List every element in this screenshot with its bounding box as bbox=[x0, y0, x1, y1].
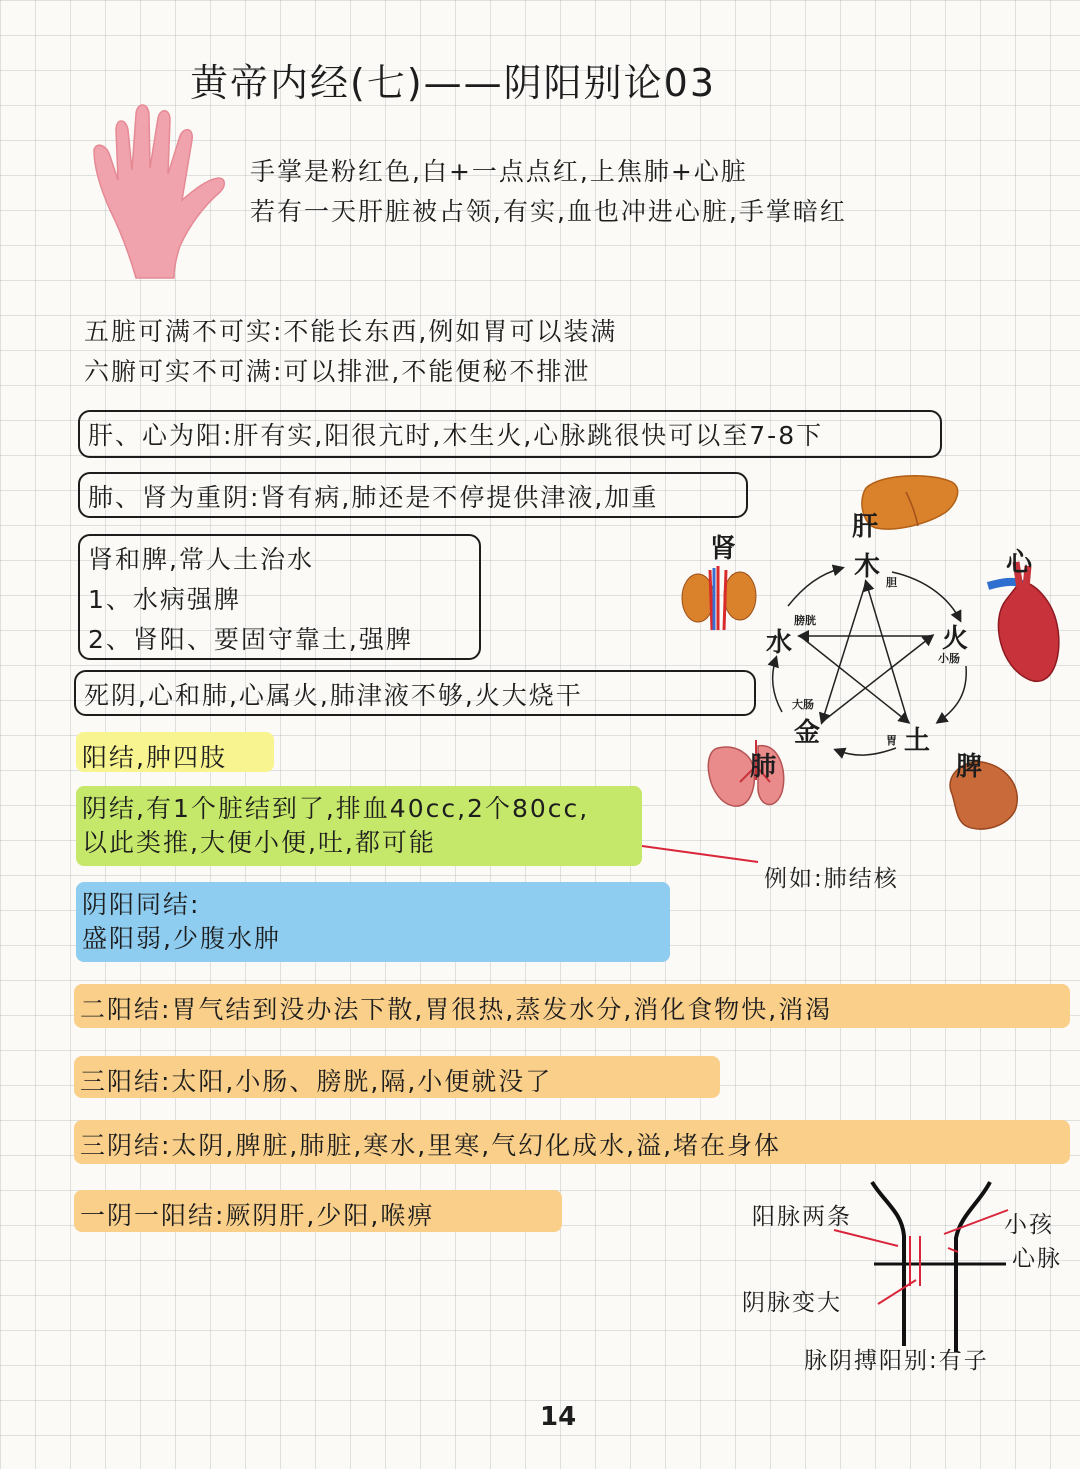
yang-pulse-two-label: 阳脉两条 bbox=[752, 1204, 852, 1230]
yin-jie-line-1: 阴结,有1个脏结到了,排血40cc,2个80cc, bbox=[82, 794, 590, 823]
organ-kidney-label: 肾 bbox=[710, 534, 737, 564]
fu-small-intestine-label: 小肠 bbox=[938, 652, 960, 665]
organ-lung-label: 肺 bbox=[750, 752, 777, 782]
kidney-spleen-line-1: 肾和脾,常人土治水 bbox=[88, 545, 314, 574]
element-earth-label: 土 bbox=[904, 726, 931, 756]
organs-line-1: 五脏可满不可实:不能长东西,例如胃可以装满 bbox=[84, 317, 618, 346]
page-number: 14 bbox=[540, 1402, 577, 1432]
san-yang-text: 三阳结:太阳,小肠、膀胱,隔,小便就没了 bbox=[80, 1067, 553, 1096]
hand-line-1: 手掌是粉红色,白+一点点红,上焦肺+心脏 bbox=[250, 157, 748, 186]
organs-line-2: 六腑可实不可满:可以排泄,不能便秘不排泄 bbox=[84, 357, 591, 386]
page-title: 黄帝内经(七)——阴阳别论03 bbox=[190, 61, 717, 105]
yin-pulse-big-label: 阴脉变大 bbox=[742, 1290, 842, 1316]
yi-yin-yi-yang-text: 一阴一阳结:厥阴肝,少阳,喉痹 bbox=[80, 1201, 435, 1230]
er-yang-text: 二阳结:胃气结到没办法下散,胃很热,蒸发水分,消化食物快,消渴 bbox=[80, 995, 833, 1024]
lung-kidney-box bbox=[78, 472, 748, 518]
tong-jie-line-2: 盛阳弱,少腹水肿 bbox=[82, 924, 281, 953]
element-fire-label: 火 bbox=[942, 624, 969, 654]
tong-jie-line-1: 阴阳同结: bbox=[82, 890, 201, 919]
fu-large-intestine-label: 大肠 bbox=[792, 698, 814, 711]
death-yin-text: 死阴,心和肺,心属火,肺津液不够,火大烧干 bbox=[84, 681, 583, 710]
fu-stomach-label: 胃 bbox=[886, 734, 897, 747]
pulse-conclusion-label: 脉阴搏阳别:有子 bbox=[804, 1348, 989, 1374]
element-metal-label: 金 bbox=[794, 718, 821, 748]
tb-example-note: 例如:肺结核 bbox=[764, 866, 899, 892]
organ-heart-label: 心 bbox=[1006, 548, 1033, 578]
organ-liver-label: 肝 bbox=[852, 512, 879, 542]
liver-heart-text: 肝、心为阳:肝有实,阳很亢时,木生火,心脉跳很快可以至7-8下 bbox=[88, 421, 824, 450]
yang-jie-highlight bbox=[76, 732, 274, 772]
organ-spleen-label: 脾 bbox=[956, 752, 983, 782]
death-yin-box bbox=[74, 670, 756, 716]
pulse-diagram bbox=[820, 1176, 1040, 1356]
lung-kidney-text: 肺、肾为重阴:肾有病,肺还是不停提供津液,加重 bbox=[88, 483, 659, 512]
hand-illustration bbox=[88, 100, 228, 280]
yin-jie-highlight bbox=[76, 786, 642, 866]
liver-heart-box bbox=[78, 410, 942, 458]
er-yang-highlight bbox=[74, 984, 1070, 1028]
yin-jie-line-2: 以此类推,大便小便,吐,都可能 bbox=[82, 828, 436, 857]
fu-gallbladder-label: 胆 bbox=[886, 576, 897, 589]
kidney-spleen-line-2: 1、水病强脾 bbox=[88, 585, 241, 614]
san-yang-highlight bbox=[74, 1056, 720, 1098]
element-wood-label: 木 bbox=[854, 552, 881, 582]
five-elements-diagram bbox=[670, 470, 1075, 850]
fu-bladder-label: 膀胱 bbox=[794, 614, 816, 627]
child-label: 小孩 bbox=[1004, 1212, 1054, 1238]
san-yin-text: 三阴结:太阴,脾脏,肺脏,寒水,里寒,气幻化成水,溢,堵在身体 bbox=[80, 1131, 782, 1160]
tong-jie-highlight bbox=[76, 882, 670, 962]
element-water-label: 水 bbox=[766, 628, 793, 658]
hand-line-2: 若有一天肝脏被占领,有实,血也冲进心脏,手掌暗红 bbox=[250, 197, 847, 226]
yang-jie-text: 阳结,肿四肢 bbox=[82, 743, 227, 772]
kidney-spleen-box bbox=[78, 534, 481, 660]
yi-yin-yi-yang-highlight bbox=[74, 1190, 562, 1232]
kidney-spleen-line-3: 2、肾阳、要固守靠土,强脾 bbox=[88, 625, 413, 654]
san-yin-highlight bbox=[74, 1120, 1070, 1164]
heart-pulse-label: 心脉 bbox=[1012, 1246, 1062, 1272]
